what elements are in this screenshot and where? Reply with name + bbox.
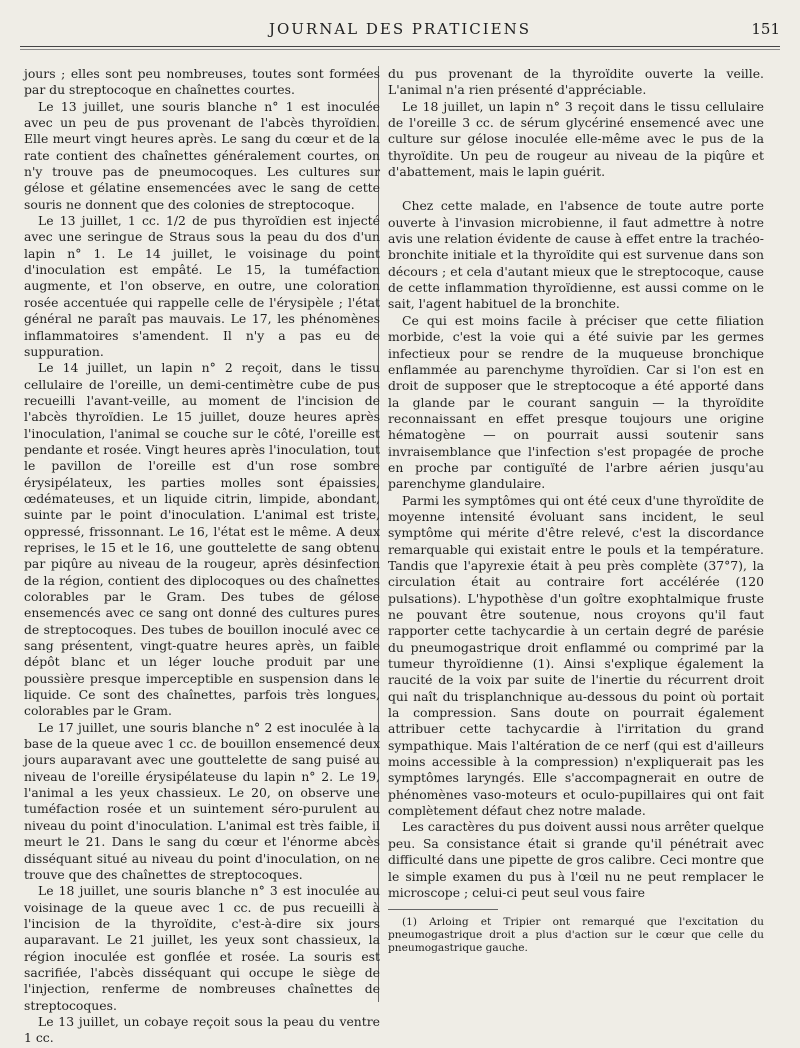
paragraph: Le 14 juillet, un lapin n° 2 reçoit, dans le tissu cellulaire de l'oreille, un demi-centimètre cube de pus recueilli l'avant-veille, au moment de l'incision de l'abcès thyroïdien. Le 15 juillet, douze heures après l'inoculation, l'animal se couche sur le côté, l'oreille est pendante et rosée. Vingt heures après l'inoculation, tout le pavillon de l'oreille est d'un rose sombre érysipélateux, les parties molles sont épaissies, œdémateuses, et un liquide citrin, limpide, abondant, suinte par le point d'inoculation. L'animal est triste, oppressé, frissonnant. Le 16, l'état est le même. A deux reprises, le 15 et le 16, une gouttelette de sang obtenu par piqûre au niveau de la rougeur, après désinfection de la région, contient des diplocoques ou des chaînettes colorables par le Gram. Des tubes de gélose ensemencés avec ce sang ont donné des cultures pures de streptocoques. Des tubes de bouillon inoculé avec ce sang présentent, vingt-quatre heures après, un faible dépôt blanc et un léger louche produit par une poussière presque imperceptible en suspension dans le liquide. Ce sont des chaînettes, parfois très longues, colorables par le Gram.	[24, 360, 380, 719]
paragraph: Ce qui est moins facile à préciser que cette filiation morbide, c'est la voie qui a été suivie par les germes infectieux pour se rendre de la muqueuse bronchique enflammée au parenchyme thyroïdien. Car si l'on est en droit de supposer que le streptocoque a été apporté dans la glande par le courant sanguin — la thyroïdite reconnaissant en effet presque toujours une origine hématogène — on pourrait aussi soutenir sans invraisemblance que l'infection s'est propagée de proche en proche par contiguïté de l'arbre aérien jusqu'au parenchyme glandulaire.	[388, 312, 764, 492]
paragraph: Le 13 juillet, 1 cc. 1/2 de pus thyroïdien est injecté avec une seringue de Straus sous la peau du dos d'un lapin n° 1. Le 14 juillet, le voisinage du point d'inoculation est empâté. Le 15, la tuméfaction augmente, et l'on observe, en outre, une coloration rosée accentuée qui rappelle celle de l'érysipèle ; l'état général ne paraît pas mauvais. Le 17, les phénomènes inflammatoires s'amendent. Il n'y a pas eu de suppuration.	[24, 213, 380, 359]
page-header	[20, 18, 780, 48]
paragraph: Le 17 juillet, une souris blanche n° 2 est inoculée à la base de la queue avec 1 cc. de bouillon ensemencé deux jours auparavant avec une gouttelette de sang puisé au niveau de l'oreille érysipélateuse du lapin n° 2. Le 19, l'animal a les yeux chassieux. Le 20, on observe une tuméfaction rosée et un suintement séro-purulent au niveau du point d'inoculation. L'animal est très faible, il meurt le 21. Dans le sang du cœur et l'énorme abcès disséquant situé au niveau du point d'inoculation, on ne trouve que des chaînettes de streptocoques.	[24, 719, 380, 882]
paragraph: du pus provenant de la thyroïdite ouverte la veille. L'animal n'a rien présenté d'appréciable.	[388, 66, 764, 98]
header-rule	[20, 46, 780, 47]
left-column	[24, 66, 380, 1047]
section-spacer	[388, 180, 764, 198]
paragraph: Le 13 juillet, une souris blanche n° 1 est inoculée avec un peu de pus provenant de l'abcès thyroïdien. Elle meurt vingt heures après. Le sang du cœur et de la rate contient des chaînettes généralement courtes, on n'y trouve pas de pneumocoques. Les cultures sur gélose et gélatine ensemencées avec le sang de cette souris ne donnent que des colonies de streptocoque.	[24, 98, 380, 212]
paragraph: Chez cette malade, en l'absence de toute autre porte ouverte à l'invasion microbienne, il faut admettre à notre avis une relation évidente de cause à effet entre la trachéo-bronchite initiale et la thyroïdite qui est survenue dans son décours ; et cela d'autant mieux que le streptocoque, cause de cette inflammation thyroïdienne, est aussi comme on le sait, l'agent habituel de la bronchite.	[388, 198, 764, 312]
page-number: 151	[751, 20, 780, 38]
footnote: (1) Arloing et Tripier ont remarqué que l'excitation du pneumogastrique droit a plus d'action sur le cœur que celle du pneumogastrique gauche.	[388, 916, 764, 955]
header-rule-secondary	[20, 49, 780, 50]
paragraph: Les caractères du pus doivent aussi nous arrêter quelque peu. Sa consistance était si grande qu'il pénétrait avec difficulté dans une pipette de gros calibre. Ceci montre que le simple examen du pus à l'œil nu ne peut remplacer le microscope ; celui-ci peut seul vous faire	[388, 819, 764, 900]
paragraph: Le 18 juillet, un lapin n° 3 reçoit dans le tissu cellulaire de l'oreille 3 cc. de sérum glycériné ensemencé avec une culture sur gélose inoculée elle-même avec le pus de la thyroïdite. Un peu de rougeur au niveau de la piqûre et d'abattement, mais le lapin guérit.	[388, 98, 764, 180]
footnote-rule	[388, 909, 498, 910]
paragraph: Parmi les symptômes qui ont été ceux d'une thyroïdite de moyenne intensité évoluant sans incident, le seul symptôme qui mérite d'être relevé, c'est la discordance remarquable qui existait entre le pouls et la température. Tandis que l'apyrexie était à peu près complète (37°7), la circulation était au contraire fort accélérée (120 pulsations). L'hypothèse d'un goître exophtalmique fruste ne pouvant être soutenue, nous croyons qu'il faut rapporter cette tachycardie à un certain degré de parésie du pneumogastrique droit enflammé ou comprimé par la tumeur thyroïdienne (1). Ainsi s'explique également la raucité de la voix par suite de l'inertie du récurrent droit qui naît du trisplanchnique au-dessous du point où portait la compression. Sans doute on pourrait également attribuer cette tachycardie à l'irritation du grand sympathique. Mais l'altération de ce nerf (qui est d'ailleurs moins accessible à la compression) n'expliquerait pas les symptômes laryngés. Elle s'accompagnerait en outre de phénomènes vaso-moteurs et oculo-pupillaires qui ont fait complètement défaut chez notre malade.	[388, 492, 764, 819]
paragraph: Le 18 juillet, une souris blanche n° 3 est inoculée au voisinage de la queue avec 1 cc. de pus recueilli à l'incision de la thyroïdite, c'est-à-dire six jours auparavant. Le 21 juillet, les yeux sont chassieux, la région inoculée est gonflée et rosée. La souris est sacrifiée, l'abcès disséquant qui occupe le siège de l'injection, renferme de nombreuses chaînettes de streptocoques.	[24, 883, 380, 1013]
paragraph: Le 13 juillet, un cobaye reçoit sous la peau du ventre 1 cc.	[24, 1013, 380, 1046]
journal-title: JOURNAL DES PRATICIENS	[268, 20, 532, 38]
paragraph: jours ; elles sont peu nombreuses, toutes sont formées par du streptocoque en chaînettes courtes.	[24, 66, 380, 98]
right-column	[388, 66, 764, 955]
